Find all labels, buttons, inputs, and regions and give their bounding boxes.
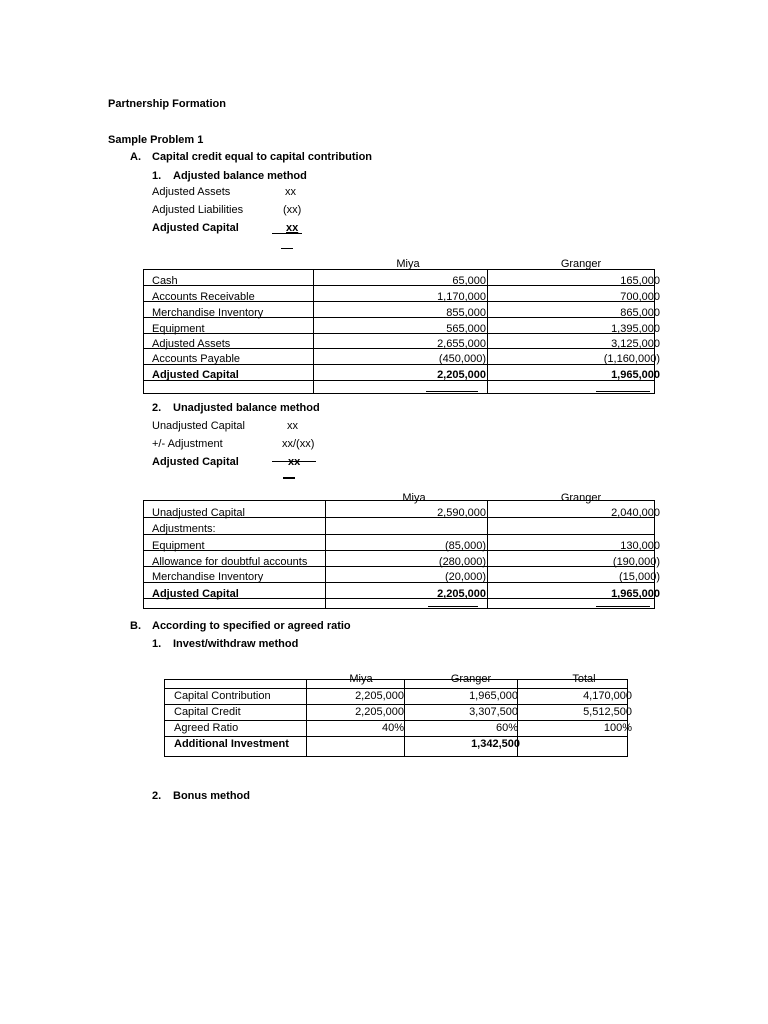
section-b-heading: According to specified or agreed ratio — [152, 620, 351, 632]
table-b1-row-4-granger: 1,342,500 — [471, 738, 520, 750]
table-b1-row-2-miya: 2,205,000 — [355, 706, 404, 718]
table-b1-row-2-total: 5,512,500 — [583, 706, 632, 718]
formula-a1-label-2: Adjusted Liabilities — [152, 204, 244, 216]
table-b1-row-2-granger: 3,307,500 — [469, 706, 518, 718]
table-a1-col-miya: Miya — [396, 258, 420, 270]
table-a1-row-4-miya: 565,000 — [446, 323, 486, 335]
table-b1-row-1-label: Capital Contribution — [174, 690, 271, 702]
formula-a1-label-1: Adjusted Assets — [152, 186, 231, 198]
section-a-letter: A. — [130, 151, 141, 163]
formula-a2-label-2: +/- Adjustment — [152, 438, 223, 450]
table-a2-row-5-granger: (15,000) — [619, 571, 660, 583]
table-b1-row-3-total: 100% — [603, 722, 632, 734]
formula-a2-value-3: xx — [288, 456, 301, 468]
table-a1-row-6-miya: (450,000) — [438, 353, 486, 365]
formula-a1-value-1: xx — [285, 186, 296, 198]
table-b1-row-1-miya: 2,205,000 — [355, 690, 404, 702]
table-b1-row-3-miya: 40% — [381, 722, 404, 734]
table-a1-row-1-granger: 165,000 — [620, 275, 660, 287]
table-a1-row-3-granger: 865,000 — [620, 307, 660, 319]
formula-a2-value-1: xx — [287, 420, 298, 432]
table-a2-row-5-label: Merchandise Inventory — [152, 571, 264, 583]
table-a2-row-2-label: Adjustments: — [152, 523, 216, 535]
table-a2-col-miya: Miya — [402, 492, 426, 504]
formula-a1-label-3: Adjusted Capital — [152, 222, 239, 234]
method-b1-heading: Invest/withdraw method — [173, 638, 299, 650]
table-a2-row-6-miya: 2,205,000 — [437, 588, 486, 600]
table-b1-row-1-total: 4,170,000 — [583, 690, 632, 702]
table-a2-col-granger: Granger — [560, 492, 602, 504]
page-title: Partnership Formation — [108, 98, 226, 110]
table-b1-col-granger: Granger — [450, 673, 492, 685]
method-b2-heading: Bonus method — [173, 790, 250, 802]
table-a2-row-4-label: Allowance for doubtful accounts — [152, 556, 308, 568]
table-b1-row-2-label: Capital Credit — [174, 706, 241, 718]
table-a2-row-1-label: Unadjusted Capital — [152, 507, 245, 519]
method-a2-heading: Unadjusted balance method — [173, 402, 320, 414]
table-b1-col-total: Total — [572, 673, 596, 685]
table-a1-row-2-granger: 700,000 — [620, 291, 660, 303]
formula-a2-label-3: Adjusted Capital — [152, 456, 239, 468]
method-b1-num: 1. — [152, 638, 162, 650]
table-b1-col-miya: Miya — [349, 673, 373, 685]
table-a1-row-4-granger: 1,395,000 — [611, 323, 660, 335]
table-a2-row-3-label: Equipment — [152, 540, 205, 552]
table-a1-row-1-label: Cash — [152, 275, 178, 287]
table-a1-row-7-granger: 1,965,000 — [611, 369, 660, 381]
method-a1-heading: Adjusted balance method — [173, 170, 307, 182]
table-a1-row-3-label: Merchandise Inventory — [152, 307, 264, 319]
table-a2-row-4-miya: (280,000) — [438, 556, 486, 568]
table-a2-row-4-granger: (190,000) — [612, 556, 660, 568]
table-a2-row-1-granger: 2,040,000 — [611, 507, 660, 519]
table-a2-row-6-label: Adjusted Capital — [152, 588, 239, 600]
table-a1-row-2-label: Accounts Receivable — [152, 291, 255, 303]
table-a1-row-7-miya: 2,205,000 — [437, 369, 486, 381]
table-a2-row-1-miya: 2,590,000 — [437, 507, 486, 519]
table-b1-row-3-label: Agreed Ratio — [174, 722, 239, 734]
problem-title: Sample Problem 1 — [108, 134, 204, 146]
section-b-letter: B. — [130, 620, 141, 632]
table-b1-row-1-granger: 1,965,000 — [469, 690, 518, 702]
table-a1-row-7-label: Adjusted Capital — [152, 369, 239, 381]
table-a1-row-5-granger: 3,125,000 — [611, 338, 660, 350]
table-a1-row-3-miya: 855,000 — [446, 307, 486, 319]
table-a1-row-6-label: Accounts Payable — [152, 353, 241, 365]
table-a1-row-4-label: Equipment — [152, 323, 205, 335]
formula-a2-value-2: xx/(xx) — [282, 438, 315, 450]
table-a1-col-granger: Granger — [560, 258, 602, 270]
formula-a2-label-1: Unadjusted Capital — [152, 420, 245, 432]
table-a2-row-3-miya: (85,000) — [445, 540, 486, 552]
table-a1-row-5-miya: 2,655,000 — [437, 338, 486, 350]
table-a2-row-5-miya: (20,000) — [445, 571, 486, 583]
table-a1-row-6-granger: (1,160,000) — [603, 353, 660, 365]
formula-a1-value-3: xx — [286, 222, 299, 234]
table-a1-row-1-miya: 65,000 — [452, 275, 486, 287]
method-a1-num: 1. — [152, 170, 162, 182]
table-a2-row-3-granger: 130,000 — [620, 540, 660, 552]
table-a2-row-6-granger: 1,965,000 — [611, 588, 660, 600]
section-a-heading: Capital credit equal to capital contribution — [152, 151, 373, 163]
method-a2-num: 2. — [152, 402, 162, 414]
formula-a1-value-2: (xx) — [283, 204, 302, 216]
table-b1-row-3-granger: 60% — [495, 722, 518, 734]
table-b1-row-4-label: Additional Investment — [174, 738, 289, 750]
method-b2-num: 2. — [152, 790, 162, 802]
table-a1-row-2-miya: 1,170,000 — [437, 291, 486, 303]
table-a1-row-5-label: Adjusted Assets — [152, 338, 231, 350]
